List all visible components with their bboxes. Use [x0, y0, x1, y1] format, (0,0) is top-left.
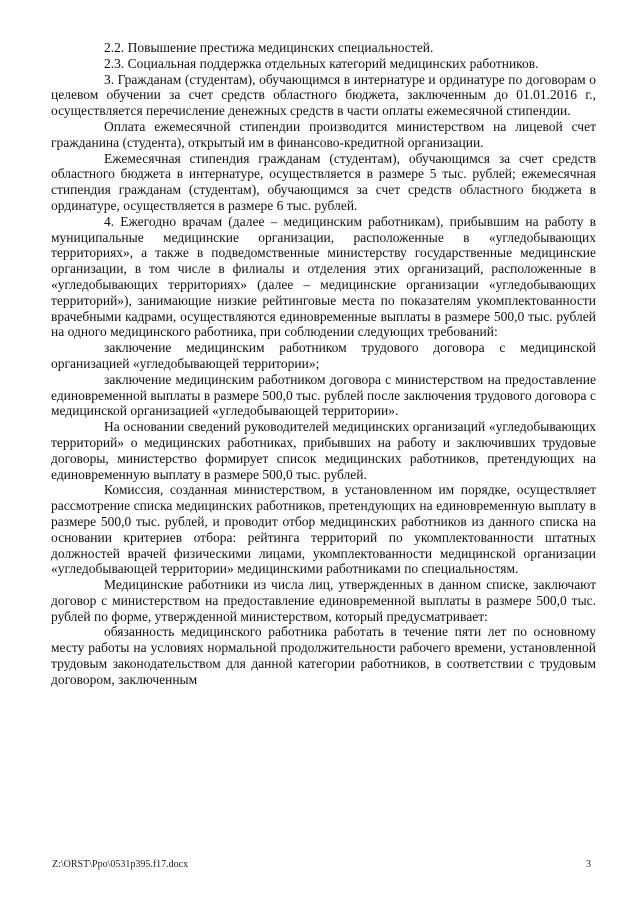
footer-page-number: 3: [586, 859, 591, 870]
paragraph-requirement-2: заключение медицинским работником договора с министерством на предоставление единовременной выплаты в размере 500,0 тыс. рублей после заключения трудового договора с медицинской организацией «угледобывающей территории».: [51, 371, 596, 419]
paragraph-3: 3. Гражданам (студентам), обучающимся в интернатуре и ординатуре по договорам о целевом обучении за счет средств областного бюджета, заключенным до 01.01.2016 г., осуществляется перечисление денежных средств в части оплаты ежемесячной стипендии.: [51, 71, 596, 119]
paragraph-2-2: 2.2. Повышение престижа медицинских специальностей.: [104, 40, 434, 55]
paragraph-requirement-1: заключение медицинским работником трудового договора с медицинской организацией «угледобывающей территории»;: [51, 340, 596, 371]
footer-file-path: Z:\ORST\Ppo\0531p395.f17.docx: [52, 859, 189, 870]
paragraph-stipend-payment: Оплата ежемесячной стипендии производится министерством на лицевой счет гражданина (студента), открытый им в финансово-кредитной организации.: [51, 118, 596, 150]
paragraph-commission: Комиссия, созданная министерством, в установленном им порядке, осуществляет рассмотрение списка медицинских работников, претендующих на единовременную выплату в размере 500,0 тыс. рублей, и проводит отбор медицинских работников из данного списка на основании критериев отбора: рейтинга территорий по укомплектованности штатных должностей врачей физическими лицами, укомплектованности медицинской организации «угледобывающей территории» медицинскими работниками по специальностям.: [51, 482, 596, 577]
document-body: [51, 40, 596, 688]
paragraph-4: 4. Ежегодно врачам (далее – медицинским работникам), прибывшим на работу в муниципальные медицинские организации, расположенные в «угледобывающих территориях», а также в подведомственные министерству государственные медицинские организации, в том числе в филиалы и отделения этих организаций, расположенные в «угледобывающих территориях» (далее – медицинские организации «угледобывающих территорий»), занимающие низкие рейтинговые места по показателям укомплектованности врачебными кадрами, осуществляются единовременные выплаты в размере 500,0 тыс. рублей на одного медицинского работника, при соблюдении следующих требований:: [51, 213, 596, 340]
paragraph-contract: Медицинские работники из числа лиц, утвержденных в данном списке, заключают договор с министерством на предоставление единовременной выплаты в размере 500,0 тыс. рублей по форме, утвержденной министерством, который предусматривает:: [51, 577, 596, 624]
paragraph-stipend-amount: Ежемесячная стипендия гражданам (студентам), обучающимся за счет средств областного бюджета в интернатуре, осуществляется в размере 5 тыс. рублей; ежемесячная стипендия гражданам (студентам), обучающимся за счет средств областного бюджета в ординатуре, осуществляется в размере 6 тыс. рублей.: [51, 150, 596, 213]
paragraph-obligation: обязанность медицинского работника работать в течение пяти лет по основному месту работы на условиях нормальной продолжительности рабочего времени, установленной трудовым законодательством для данной категории работников, в соответствии с трудовым договором, заключенным: [51, 624, 596, 687]
paragraph-list-formation: На основании сведений руководителей медицинских организаций «угледобывающих территорий» о медицинских работниках, прибывших на работу и заключивших трудовые договоры, министерство формирует список медицинских работников, претендующих на единовременную выплату в размере 500,0 тыс. рублей.: [51, 419, 596, 482]
paragraph-2-3: 2.3. Социальная поддержка отдельных категорий медицинских работников.: [104, 55, 539, 71]
